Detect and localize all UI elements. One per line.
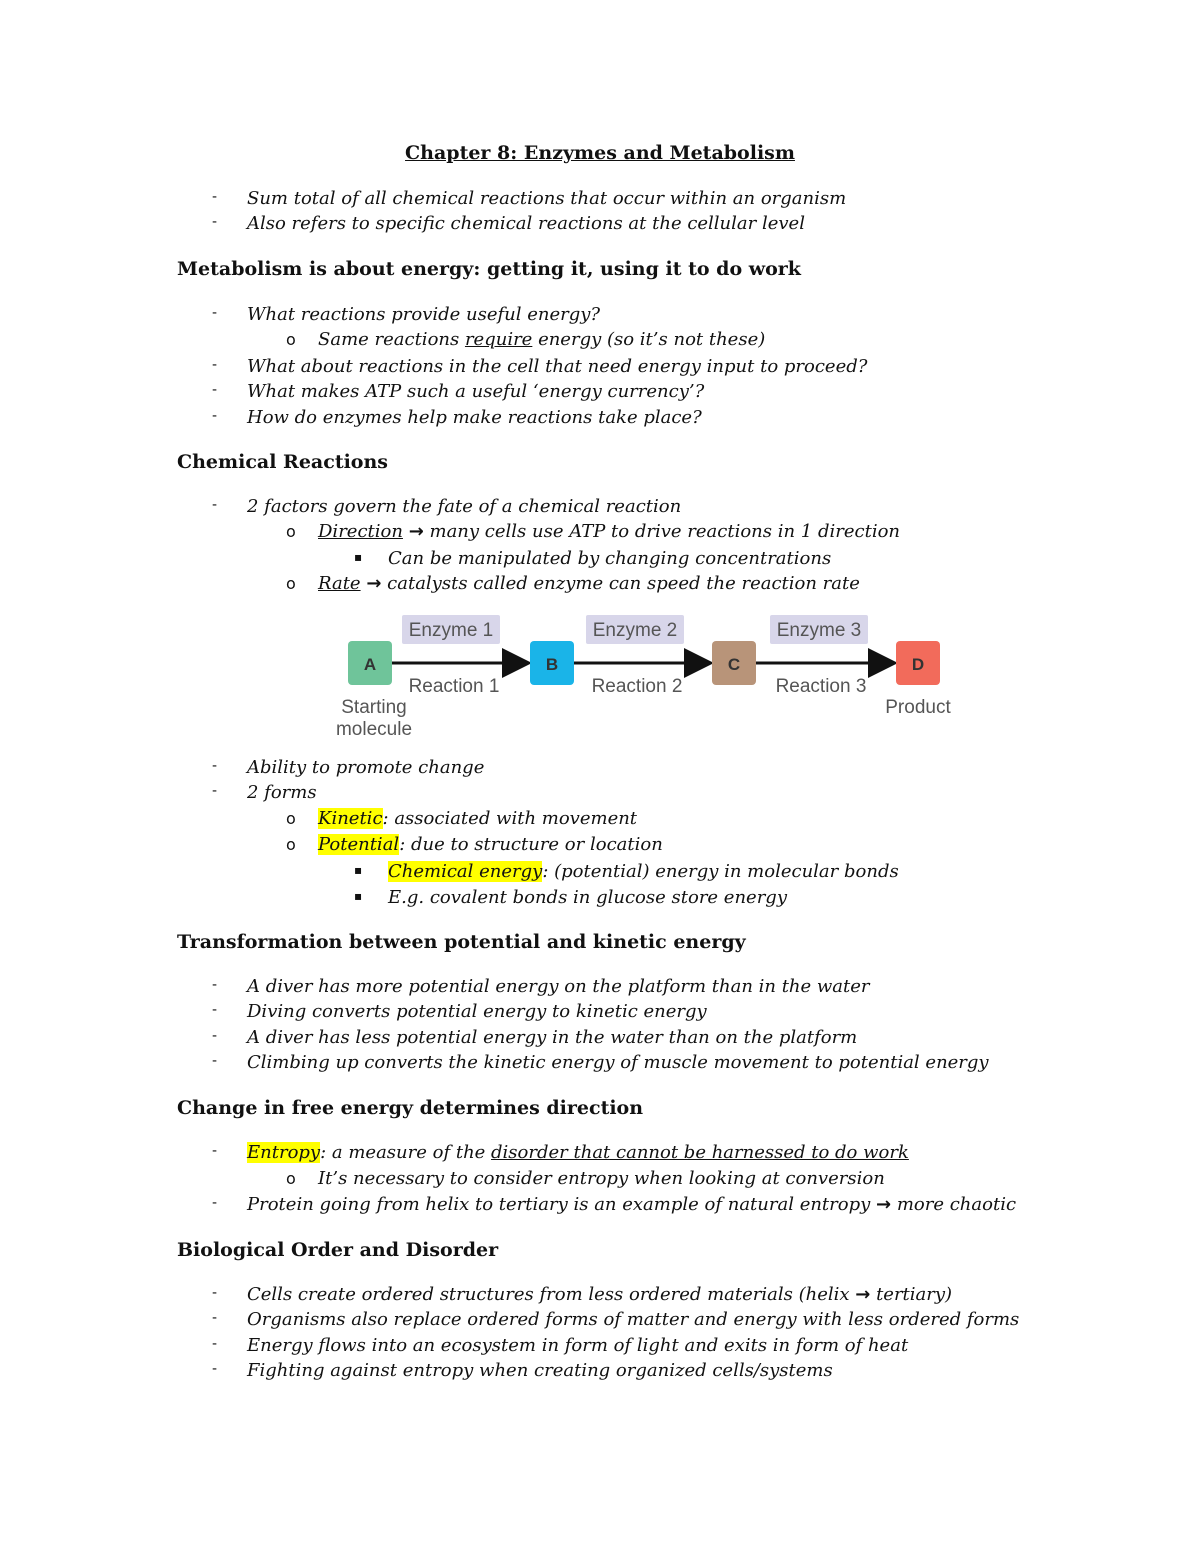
- list-item: - A diver has more potential energy on the platform than in the water: [212, 976, 870, 997]
- list-item: - Fighting against entropy when creating organized cells/systems: [212, 1360, 833, 1381]
- section-heading-chemical-reactions: Chemical Reactions: [177, 451, 388, 473]
- right-arrow-icon: →: [366, 573, 382, 594]
- dash-bullet: -: [212, 1053, 218, 1069]
- starting-molecule-label: molecule: [335, 719, 413, 740]
- list-item: - Cells create ordered structures from less ordered materials (helix → tertiary): [212, 1284, 953, 1305]
- circle-bullet: o: [286, 574, 296, 593]
- list-item: ▪ Chemical energy: (potential) energy in molecular bonds: [354, 861, 899, 882]
- list-item: o Potential: due to structure or location: [286, 834, 663, 855]
- section-heading-metabolism: Metabolism is about energy: getting it, using it to do work: [177, 258, 801, 280]
- section-heading-free-energy: Change in free energy determines direction: [177, 1097, 644, 1119]
- list-item: - What makes ATP such a useful ‘energy currency’?: [212, 381, 705, 402]
- node-label: B: [545, 655, 559, 674]
- circle-bullet: o: [286, 809, 296, 828]
- dash-bullet: -: [212, 1336, 218, 1352]
- node-label: D: [911, 655, 925, 674]
- enzyme-label: Enzyme 2: [592, 620, 678, 641]
- list-item: - Diving converts potential energy to kinetic energy: [212, 1001, 707, 1022]
- list-item: o Same reactions require energy (so it’s not these): [286, 329, 766, 350]
- dash-bullet: -: [212, 1285, 218, 1301]
- list-item: - Sum total of all chemical reactions that occur within an organism: [212, 188, 847, 209]
- circle-bullet: o: [286, 330, 296, 349]
- dash-bullet: -: [212, 357, 218, 373]
- list-item: - What reactions provide useful energy?: [212, 304, 601, 325]
- circle-bullet: o: [286, 1169, 296, 1188]
- enzyme-label: Enzyme 1: [408, 620, 494, 641]
- node-label: C: [727, 655, 741, 674]
- circle-bullet: o: [286, 835, 296, 854]
- list-item: o Rate → catalysts called enzyme can speed the reaction rate: [286, 573, 860, 594]
- reaction-label: Reaction 3: [775, 676, 867, 697]
- dash-bullet: -: [212, 1310, 218, 1326]
- right-arrow-icon: →: [855, 1284, 871, 1305]
- list-item: - 2 forms: [212, 782, 317, 803]
- list-item: o Direction → many cells use ATP to drive reactions in 1 direction: [286, 521, 900, 542]
- dash-bullet: -: [212, 1195, 218, 1211]
- list-item: - A diver has less potential energy in the water than on the platform: [212, 1027, 858, 1048]
- list-item: - Energy flows into an ecosystem in form of light and exits in form of heat: [212, 1335, 909, 1356]
- dash-bullet: -: [212, 1028, 218, 1044]
- list-item: - How do enzymes help make reactions take place?: [212, 407, 702, 428]
- list-item: - What about reactions in the cell that need energy input to proceed?: [212, 356, 868, 377]
- dash-bullet: -: [212, 189, 218, 205]
- list-item: ▪ Can be manipulated by changing concentrations: [354, 548, 832, 569]
- enzyme-label: Enzyme 3: [776, 620, 862, 641]
- metabolic-pathway-diagram: [330, 610, 970, 750]
- dash-bullet: -: [212, 977, 218, 993]
- starting-molecule-label: Starting: [341, 697, 407, 718]
- list-item: - Also refers to specific chemical reactions at the cellular level: [212, 213, 805, 234]
- square-bullet: ▪: [354, 550, 363, 564]
- node-label: A: [363, 655, 377, 674]
- list-item: - Climbing up converts the kinetic energy of muscle movement to potential energy: [212, 1052, 989, 1073]
- dash-bullet: -: [212, 408, 218, 424]
- right-arrow-icon: →: [408, 521, 424, 542]
- list-item: - Protein going from helix to tertiary is an example of natural entropy → more chaotic: [212, 1194, 1017, 1215]
- list-item: - Entropy: a measure of the disorder that cannot be harnessed to do work: [212, 1142, 909, 1163]
- dash-bullet: -: [212, 382, 218, 398]
- reaction-label: Reaction 2: [591, 676, 683, 697]
- list-item: ▪ E.g. covalent bonds in glucose store energy: [354, 887, 787, 908]
- dash-bullet: -: [212, 783, 218, 799]
- list-item: o Kinetic: associated with movement: [286, 808, 638, 829]
- dash-bullet: -: [212, 1002, 218, 1018]
- square-bullet: ▪: [354, 889, 363, 903]
- dash-bullet: -: [212, 214, 218, 230]
- dash-bullet: -: [212, 1361, 218, 1377]
- list-item: - 2 factors govern the fate of a chemical reaction: [212, 496, 682, 517]
- list-item: - Ability to promote change: [212, 757, 485, 778]
- section-heading-transformation: Transformation between potential and kinetic energy: [177, 931, 746, 953]
- dash-bullet: -: [212, 1143, 218, 1159]
- section-heading-order-disorder: Biological Order and Disorder: [177, 1239, 499, 1261]
- square-bullet: ▪: [354, 863, 363, 877]
- page-title: Chapter 8: Enzymes and Metabolism: [405, 142, 795, 164]
- product-label: Product: [885, 697, 951, 718]
- reaction-label: Reaction 1: [408, 676, 500, 697]
- circle-bullet: o: [286, 522, 296, 541]
- dash-bullet: -: [212, 305, 218, 321]
- list-item: - Organisms also replace ordered forms of matter and energy with less ordered forms: [212, 1309, 1020, 1330]
- dash-bullet: -: [212, 497, 218, 513]
- dash-bullet: -: [212, 758, 218, 774]
- list-item: o It’s necessary to consider entropy when looking at conversion: [286, 1168, 885, 1189]
- right-arrow-icon: →: [876, 1194, 892, 1215]
